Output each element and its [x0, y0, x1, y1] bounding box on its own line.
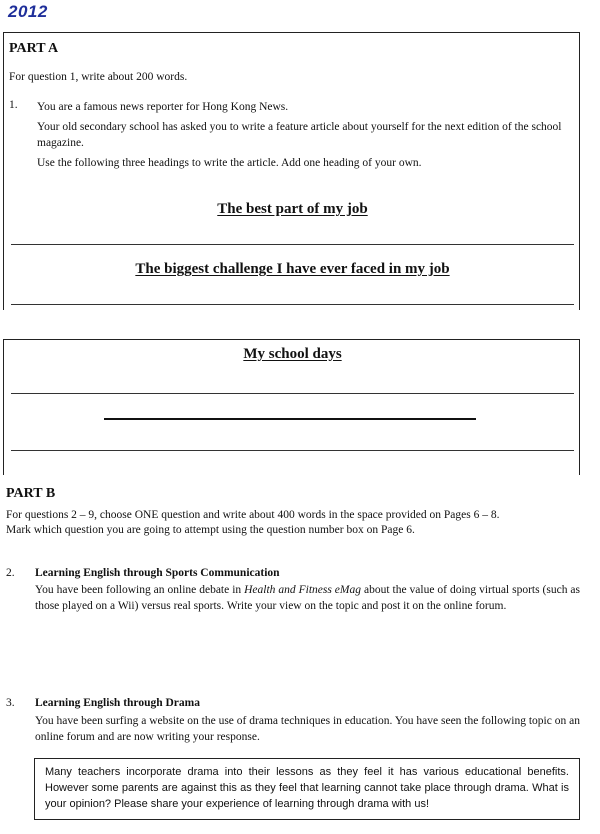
part-b-instruction-2: Mark which question you are going to attempt using the question number box on Page 6. [6, 524, 415, 536]
heading-best-part: The best part of my job [217, 201, 368, 217]
writing-line [11, 450, 574, 451]
question-2-number: 2. [6, 567, 15, 579]
writing-line [11, 304, 574, 305]
heading-school-days: My school days [243, 346, 342, 362]
question-2-text-part-b: about the value of doing virtual sports (such as those played on a Wii) versus real sports. Write your view on the topic and post it on the online forum. [35, 584, 581, 612]
question-3-number: 3. [6, 697, 15, 709]
part-b-instruction-1: For questions 2 – 9, choose ONE question and write about 400 words in the space provided on Pages 6 – 8. [6, 509, 500, 521]
part-a-box [3, 32, 580, 310]
question-2-text-part-a: You have been following an online debate in [35, 584, 245, 596]
question-2-text [35, 582, 580, 614]
exam-year: 2012 [8, 2, 48, 21]
writing-line [11, 244, 574, 245]
question-2-title: Learning English through Sports Communication [35, 567, 280, 579]
writing-line [11, 393, 574, 394]
writing-line-thick [104, 418, 476, 420]
question-1-line-2: Your old secondary school has asked you to write a feature article about yourself for the next edition of the school magazine. [37, 121, 562, 149]
magazine-title: Health and Fitness eMag [244, 584, 361, 596]
forum-topic-text: Many teachers incorporate drama into their lessons as they feel it has various educational benefits. However some parents are against this as they feel that learning cannot take place through drama. What is your opinion? Please share your experience of learning through drama with us! [45, 766, 569, 810]
part-a-title: PART A [9, 41, 59, 56]
part-a-instruction: For question 1, write about 200 words. [9, 71, 188, 83]
question-1-number: 1. [9, 99, 18, 111]
question-1-line-3: Use the following three headings to write the article. Add one heading of your own. [37, 157, 422, 169]
school-days-box [3, 339, 580, 475]
heading-biggest-challenge: The biggest challenge I have ever faced in my job [135, 261, 450, 277]
question-1-line-1: You are a famous news reporter for Hong Kong News. [37, 101, 289, 113]
question-3-title: Learning English through Drama [35, 697, 200, 709]
forum-topic-box [34, 758, 580, 820]
part-b-title: PART B [6, 486, 56, 501]
question-3-text: You have been surfing a website on the use of drama techniques in education. You have seen the following topic on an online forum and are now writing your response. [35, 715, 580, 743]
